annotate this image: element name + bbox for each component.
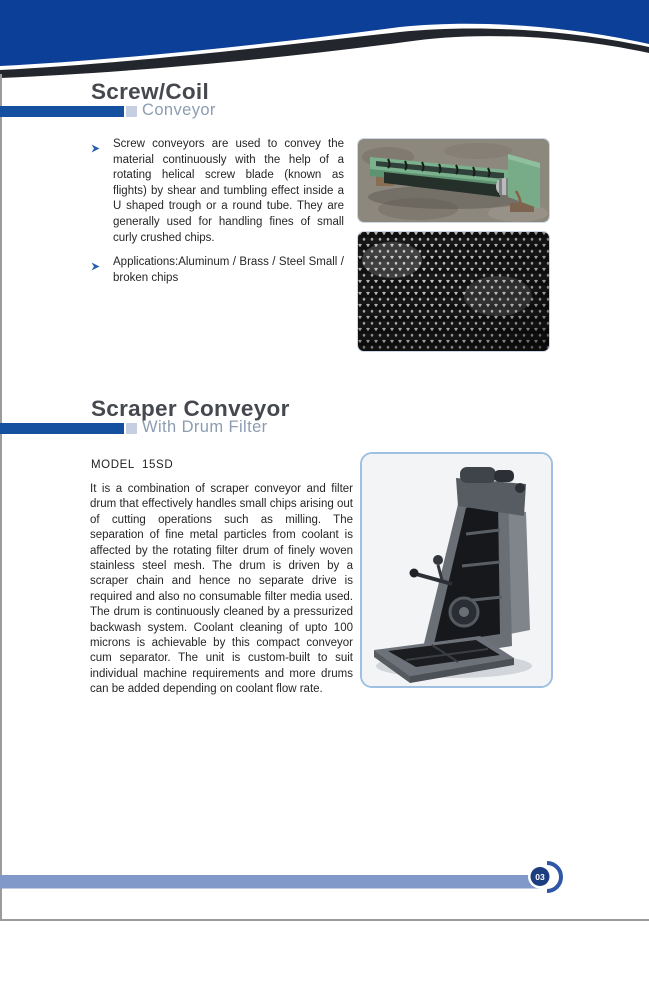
screw-accent-bar — [0, 106, 124, 117]
scraper-accent-square — [126, 423, 137, 434]
bullet-text: Applications:Aluminum / Brass / Steel Small / broken chips — [113, 256, 344, 284]
arrow-bullet-icon — [91, 137, 113, 158]
metal-chips-photo — [357, 231, 550, 352]
footer-page-bar — [0, 860, 649, 900]
model-label: MODEL 15SD — [91, 459, 174, 471]
screw-conveyor-photo — [357, 138, 550, 223]
page-border-left — [0, 74, 2, 920]
screw-bullet-list — [91, 137, 344, 286]
bullet-text: Screw conveyors are used to convey the material continuously with the help of a rotating helical screw blade (known as flights) by shear and tumbling effect inside a U shaped trough or a round tube. They are generally used for handling fines of small curly crushed chips. — [113, 138, 344, 244]
page-border-bottom — [0, 919, 649, 921]
bullet-item — [91, 255, 344, 286]
screw-accent-square — [126, 106, 137, 117]
scraper-conveyor-photo — [360, 452, 553, 688]
header-wave-graphic — [0, 0, 649, 85]
scraper-section-title: Scraper Conveyor — [91, 396, 290, 421]
bullet-item — [91, 137, 344, 246]
scraper-section-subtitle: With Drum Filter — [142, 418, 268, 436]
screw-section-title: Screw/Coil — [91, 79, 210, 104]
scraper-body-paragraph: It is a combination of scraper conveyor and filter drum that effectively handles small chips arising out of cutting operations such as milling. The separation of fine metal particles from coolant is affected by the rotating filter drum of finely woven stainless steel mesh. The drum is driven by a scraper chain and hence no separate drive is required and also no consumable filter media used. The drum is continuously cleaned by a pressurized backwash system. Coolant cleaning of upto 100 microns is achievable by this compact conveyor cum separator. The unit is custom-built to suit individual machine requirements and more drums can be added depending on coolant flow rate. — [90, 483, 353, 696]
screw-section-subtitle: Conveyor — [142, 101, 216, 119]
arrow-bullet-icon — [91, 255, 113, 276]
scraper-accent-bar — [0, 423, 124, 434]
page-number: 03 — [535, 872, 545, 882]
